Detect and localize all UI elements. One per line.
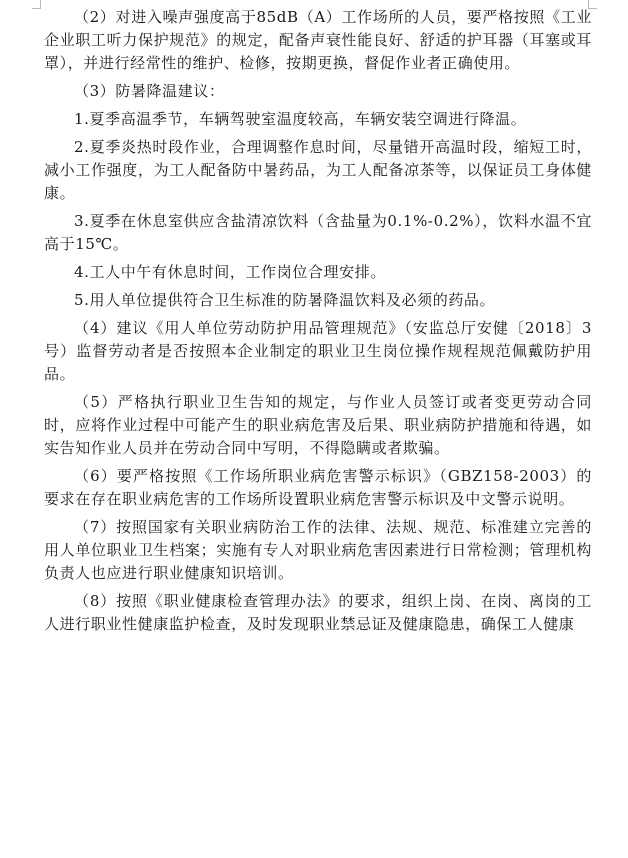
paragraph-heat-item-3: 3.夏季在休息室供应含盐清凉饮料（含盐量为0.1%-0.2%），饮料水温不宜高于15℃。: [44, 212, 592, 253]
paragraph-health-examination: （8）按照《职业健康检查管理办法》的要求，组织上岗、在岗、离岗的工人进行职业性健康监护检查，及时发现职业禁忌证及健康隐患，确保工人健康: [44, 592, 592, 633]
paragraph-heat-item-1: 1.夏季高温季节，车辆驾驶室温度较高，车辆安装空调进行降温。: [74, 110, 527, 128]
paragraph-heat-item-5: 5.用人单位提供符合卫生标准的防暑降温饮料及必须的药品。: [74, 291, 496, 309]
margin-corner-mark-left: [32, 0, 41, 9]
paragraph-warning-signs: （6）要严格按照《工作场所职业病危害警示标识》（GBZ158-2003）的要求在存在职业病危害的工作场所设置职业病危害警示标识及中文警示说明。: [44, 467, 592, 508]
paragraph-heat-prevention-heading: （3）防暑降温建议：: [74, 82, 225, 100]
paragraph-hazard-notification: （5）严格执行职业卫生告知的规定，与作业人员签订或者变更劳动合同时，应将作业过程中可能产生的职业病危害及后果、职业病防护措施和待遇，如实告知作业人员并在劳动合同中写明，不得隐瞒或者欺骗。: [44, 393, 592, 457]
paragraph-hearing-protection: （2）对进入噪声强度高于85dB（A）工作场所的人员，要严格按照《工业企业职工听力保护规范》的规定，配备声衰性能良好、舒适的护耳器（耳塞或耳罩），并进行经常性的维护、检修，按期更换，督促作业者正确使用。: [44, 8, 592, 72]
paragraph-health-records: （7）按照国家有关职业病防治工作的法律、法规、规范、标准建立完善的用人单位职业卫生档案；实施有专人对职业病危害因素进行日常检测；管理机构负责人也应进行职业健康知识培训。: [44, 518, 592, 582]
document-body: [44, 6, 592, 641]
paragraph-heat-item-2: 2.夏季炎热时段作业，合理调整作息时间，尽量错开高温时段，缩短工时，减小工作强度，为工人配备防中暑药品，为工人配备凉茶等，以保证员工身体健康。: [44, 138, 592, 202]
paragraph-heat-item-4: 4.工人中午有休息时间，工作岗位合理安排。: [74, 263, 386, 281]
paragraph-protective-equipment: （4）建议《用人单位劳动防护用品管理规范》（安监总厅安健〔2018〕3号）监督劳动者是否按照本企业制定的职业卫生岗位操作规程规范佩戴防护用品。: [44, 319, 592, 383]
